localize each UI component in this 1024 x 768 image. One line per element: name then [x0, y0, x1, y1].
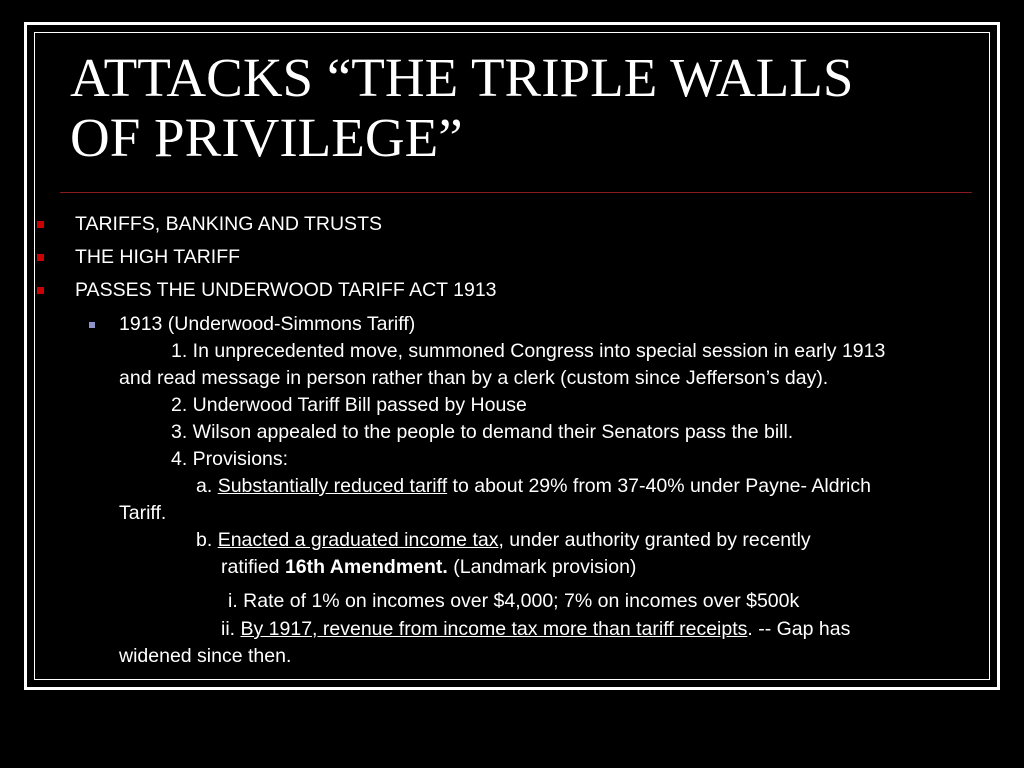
provision-b-prefix: b.: [196, 529, 218, 551]
bullet-item: TARIFFS, BANKING AND TRUSTS: [75, 213, 382, 235]
point-4: 4. Provisions:: [171, 448, 289, 470]
bullet-square-icon: [37, 254, 44, 261]
provision-b-ii-prefix: ii.: [221, 618, 241, 640]
provision-b-i: i. Rate of 1% on incomes over $4,000; 7% on incomes over $500k: [228, 590, 800, 612]
bullet-item: THE HIGH TARIFF: [75, 246, 241, 268]
sub-bullet-square-icon: [89, 322, 95, 328]
provision-a-rest: to about 29% from 37-40% under Payne- Aldrich: [447, 475, 871, 497]
bullet-item: PASSES THE UNDERWOOD TARIFF ACT 1913: [75, 279, 497, 301]
provision-b: [196, 527, 811, 553]
provision-a: [196, 473, 871, 499]
point-1-line-2: and read message in person rather than by a clerk (custom since Jefferson’s day).: [119, 367, 829, 389]
point-3: 3. Wilson appealed to the people to demand their Senators pass the bill.: [171, 421, 794, 443]
provision-b-underlined: Enacted a graduated income tax: [217, 529, 499, 551]
provision-b-amendment: 16th Amendment.: [284, 556, 448, 578]
provision-b-rest: , under authority granted by recently: [498, 529, 811, 551]
point-1-line-1: 1. In unprecedented move, summoned Congress into special session in early 1913: [171, 340, 886, 362]
provision-b-ii-underlined: By 1917, revenue from income tax more than tariff receipts: [240, 618, 748, 640]
title-line-2: OF PRIVILEGE”: [70, 107, 463, 168]
bullet-square-icon: [37, 287, 44, 294]
provision-b-ii-continued: widened since then.: [119, 645, 292, 667]
provision-b-ii: [221, 616, 850, 642]
provision-a-prefix: a.: [196, 475, 218, 497]
provision-b-continued: [221, 554, 636, 580]
provision-a-underlined: Substantially reduced tariff: [217, 475, 448, 497]
provision-b-cont-pre: ratified: [221, 556, 285, 578]
point-2: 2. Underwood Tariff Bill passed by House: [171, 394, 527, 416]
bullet-square-icon: [37, 221, 44, 228]
provision-b-cont-post: (Landmark provision): [447, 556, 637, 578]
title-line-1: ATTACKS “THE TRIPLE WALLS: [70, 47, 854, 108]
provision-a-continued: Tariff.: [119, 502, 167, 524]
sub-bullet-heading: 1913 (Underwood-Simmons Tariff): [119, 313, 416, 335]
provision-b-ii-rest: . -- Gap has: [747, 618, 851, 640]
